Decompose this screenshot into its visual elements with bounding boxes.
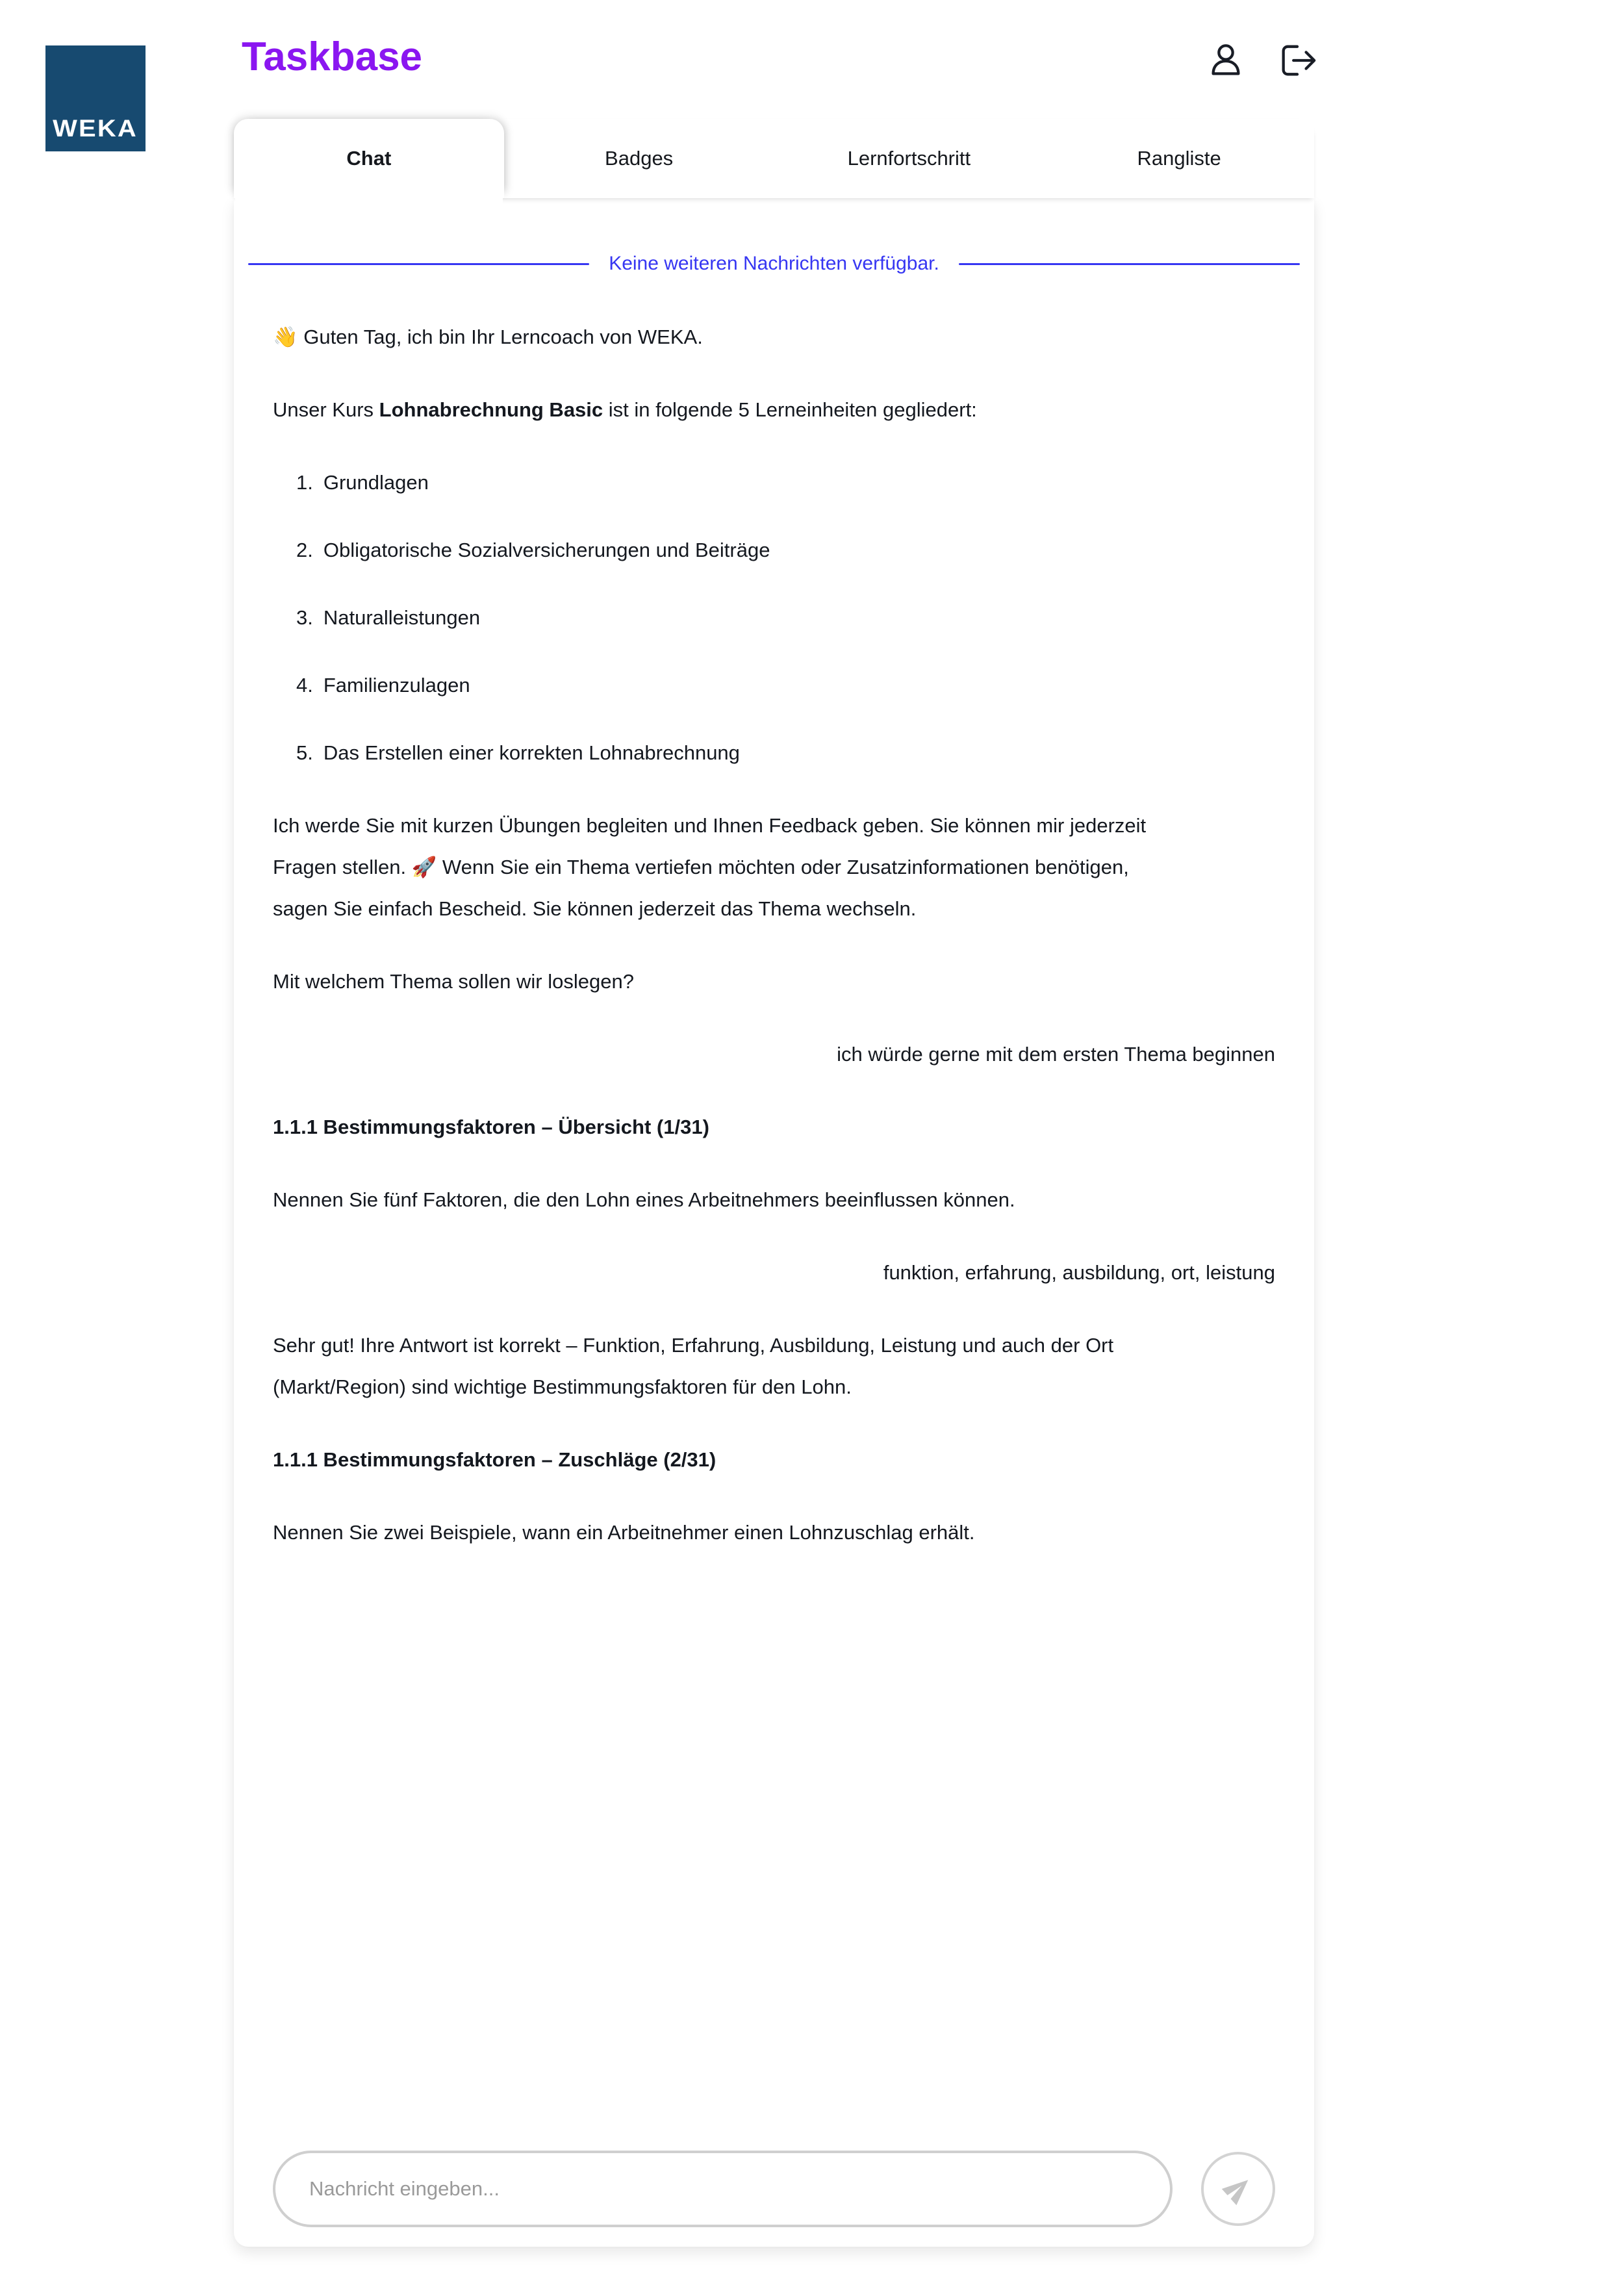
no-more-messages-divider <box>248 253 1300 275</box>
message-text: 👋 Guten Tag, ich bin Ihr Lerncoach von WEKA. <box>273 326 703 348</box>
tab-badges[interactable] <box>504 119 774 198</box>
message-heading-text: 1.1.1 Bestimmungsfaktoren – Zuschläge (2/31) <box>273 1448 717 1471</box>
weka-logo-text: WEKA <box>53 115 138 142</box>
message-text: Nennen Sie fünf Faktoren, die den Lohn eines Arbeitnehmers beeinflussen können. <box>273 1188 1015 1211</box>
list-item <box>296 597 1275 639</box>
chat-message-coach <box>273 961 1156 1003</box>
list-item-text: Familienzulagen <box>323 674 470 696</box>
chat-message-coach <box>273 1179 1156 1221</box>
paper-plane-icon <box>1219 2169 1258 2208</box>
message-text: ich würde gerne mit dem ersten Thema beginnen <box>837 1043 1275 1066</box>
tab-rangliste[interactable] <box>1044 119 1314 198</box>
tab-lernfortschritt[interactable] <box>774 119 1045 198</box>
message-input[interactable] <box>273 2151 1173 2227</box>
user-icon <box>1206 40 1246 81</box>
weka-logo <box>45 45 146 151</box>
list-item <box>296 665 1275 706</box>
list-item-number: 5. <box>296 741 313 764</box>
logout-icon <box>1276 40 1319 81</box>
message-text: Mit welchem Thema sollen wir loslegen? <box>273 970 634 993</box>
list-item-number: 4. <box>296 674 313 696</box>
message-heading-text: 1.1.1 Bestimmungsfaktoren – Übersicht (1/31) <box>273 1116 709 1138</box>
chat-message-coach <box>273 1325 1156 1408</box>
list-item-number: 1. <box>296 471 313 494</box>
message-input-bar <box>234 2151 1314 2247</box>
message-text: funktion, erfahrung, ausbildung, ort, leistung <box>883 1261 1275 1284</box>
message-text: ist in folgende 5 Lerneinheiten gegliedert: <box>603 398 977 421</box>
chat-message-user <box>301 1034 1275 1075</box>
list-item-number: 2. <box>296 539 313 561</box>
chat-message-coach <box>273 1512 1156 1553</box>
send-button[interactable] <box>1201 2152 1275 2226</box>
main-card <box>234 119 1314 2247</box>
chat-message-coach <box>273 316 1156 358</box>
list-item-text: Grundlagen <box>323 471 429 494</box>
chat-panel <box>234 198 1314 2247</box>
header-actions <box>1204 39 1319 82</box>
chat-messages <box>234 198 1314 2151</box>
message-text: Unser Kurs <box>273 398 379 421</box>
message-text: Sehr gut! Ihre Antwort ist korrekt – Funktion, Erfahrung, Ausbildung, Leistung und auch der Ort (Markt/Region) sind wichtige Bestimmungsfaktoren für den Lohn. <box>273 1334 1114 1398</box>
tab-badges-label: Badges <box>605 147 674 170</box>
tab-rangliste-label: Rangliste <box>1137 147 1221 170</box>
list-item-number: 3. <box>296 606 313 629</box>
list-item-text: Das Erstellen einer korrekten Lohnabrechnung <box>323 741 740 764</box>
chat-message-coach-list <box>273 462 1275 774</box>
chat-message-coach-heading <box>273 1106 1156 1148</box>
chat-message-coach-heading <box>273 1439 1156 1481</box>
message-text: Ich werde Sie mit kurzen Übungen begleiten und Ihnen Feedback geben. Sie können mir jederzeit Fragen stellen. 🚀 Wenn Sie ein Thema vertiefen möchten oder Zusatzinformationen benötigen, sagen Sie einfach Bescheid. Sie können jederzeit das Thema wechseln. <box>273 814 1147 920</box>
list-item-text: Naturalleistungen <box>323 606 481 629</box>
tab-bar <box>234 119 1314 198</box>
chat-message-coach <box>273 805 1156 930</box>
tab-lernfortschritt-label: Lernfortschritt <box>847 147 971 170</box>
divider-label: Keine weiteren Nachrichten verfügbar. <box>609 253 939 274</box>
tab-chat[interactable] <box>234 119 504 198</box>
chat-message-coach <box>273 389 1156 431</box>
account-button[interactable] <box>1204 39 1247 82</box>
app-title: Taskbase <box>242 34 423 79</box>
message-text: Nennen Sie zwei Beispiele, wann ein Arbeitnehmer einen Lohnzuschlag erhält. <box>273 1521 975 1544</box>
list-item <box>296 732 1275 774</box>
tab-chat-label: Chat <box>346 147 392 170</box>
logout-button[interactable] <box>1276 39 1319 82</box>
list-item-text: Obligatorische Sozialversicherungen und Beiträge <box>323 539 770 561</box>
list-item <box>296 530 1275 571</box>
chat-message-user <box>301 1252 1275 1294</box>
message-text-bold: Lohnabrechnung Basic <box>379 398 603 421</box>
list-item <box>296 462 1275 504</box>
